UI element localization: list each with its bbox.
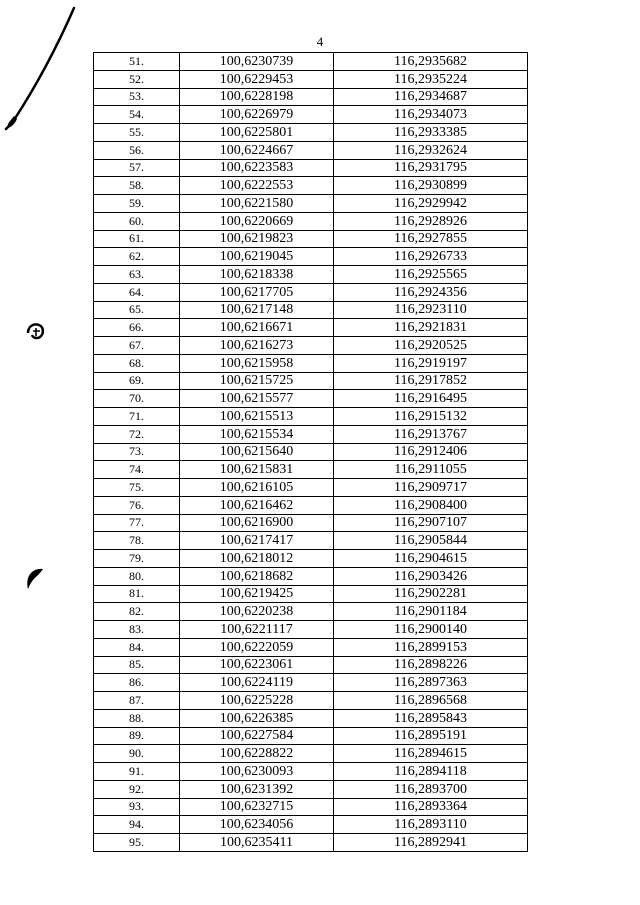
y-coordinate-cell: 116,2893364	[334, 798, 528, 816]
row-index-cell: 84.	[94, 638, 180, 656]
y-coordinate-cell: 116,2934073	[334, 106, 528, 124]
row-index-cell: 73.	[94, 443, 180, 461]
coordinates-table-body	[94, 53, 528, 852]
x-coordinate-cell: 100,6228822	[180, 745, 334, 763]
x-coordinate-cell: 100,6215958	[180, 354, 334, 372]
table-row	[94, 301, 528, 319]
y-coordinate-cell: 116,2917852	[334, 372, 528, 390]
y-coordinate-cell: 116,2893700	[334, 780, 528, 798]
table-row	[94, 567, 528, 585]
y-coordinate-cell: 116,2904615	[334, 550, 528, 568]
y-coordinate-cell: 116,2916495	[334, 390, 528, 408]
table-row	[94, 354, 528, 372]
x-coordinate-cell: 100,6222059	[180, 638, 334, 656]
y-coordinate-cell: 116,2892941	[334, 834, 528, 852]
x-coordinate-cell: 100,6235411	[180, 834, 334, 852]
table-row	[94, 177, 528, 195]
y-coordinate-cell: 116,2932624	[334, 141, 528, 159]
row-index-cell: 59.	[94, 195, 180, 213]
row-index-cell: 94.	[94, 816, 180, 834]
row-index-cell: 79.	[94, 550, 180, 568]
table-row	[94, 709, 528, 727]
row-index-cell: 51.	[94, 53, 180, 71]
x-coordinate-cell: 100,6218012	[180, 550, 334, 568]
table-row	[94, 798, 528, 816]
y-coordinate-cell: 116,2895843	[334, 709, 528, 727]
y-coordinate-cell: 116,2909717	[334, 479, 528, 497]
row-index-cell: 66.	[94, 319, 180, 337]
table-row	[94, 230, 528, 248]
x-coordinate-cell: 100,6222553	[180, 177, 334, 195]
row-index-cell: 92.	[94, 780, 180, 798]
y-coordinate-cell: 116,2913767	[334, 425, 528, 443]
y-coordinate-cell: 116,2895191	[334, 727, 528, 745]
row-index-cell: 63.	[94, 266, 180, 284]
table-row	[94, 674, 528, 692]
row-index-cell: 64.	[94, 283, 180, 301]
table-row	[94, 550, 528, 568]
x-coordinate-cell: 100,6219823	[180, 230, 334, 248]
x-coordinate-cell: 100,6226385	[180, 709, 334, 727]
row-index-cell: 78.	[94, 532, 180, 550]
row-index-cell: 89.	[94, 727, 180, 745]
y-coordinate-cell: 116,2935682	[334, 53, 528, 71]
row-index-cell: 75.	[94, 479, 180, 497]
table-row	[94, 248, 528, 266]
table-row	[94, 780, 528, 798]
x-coordinate-cell: 100,6218338	[180, 266, 334, 284]
table-row	[94, 53, 528, 71]
table-row	[94, 319, 528, 337]
x-coordinate-cell: 100,6220238	[180, 603, 334, 621]
pen-stroke-tip-icon	[7, 116, 17, 128]
y-coordinate-cell: 116,2920525	[334, 337, 528, 355]
y-coordinate-cell: 116,2925565	[334, 266, 528, 284]
x-coordinate-cell: 100,6218682	[180, 567, 334, 585]
x-coordinate-cell: 100,6221580	[180, 195, 334, 213]
table-row	[94, 195, 528, 213]
y-coordinate-cell: 116,2930899	[334, 177, 528, 195]
y-coordinate-cell: 116,2915132	[334, 408, 528, 426]
x-coordinate-cell: 100,6215534	[180, 425, 334, 443]
x-coordinate-cell: 100,6225801	[180, 124, 334, 142]
x-coordinate-cell: 100,6215831	[180, 461, 334, 479]
x-coordinate-cell: 100,6220669	[180, 212, 334, 230]
x-coordinate-cell: 100,6215577	[180, 390, 334, 408]
table-row	[94, 514, 528, 532]
y-coordinate-cell: 116,2894118	[334, 763, 528, 781]
row-index-cell: 57.	[94, 159, 180, 177]
coordinates-table	[93, 52, 528, 852]
row-index-cell: 53.	[94, 88, 180, 106]
y-coordinate-cell: 116,2897363	[334, 674, 528, 692]
x-coordinate-cell: 100,6215513	[180, 408, 334, 426]
x-coordinate-cell: 100,6221117	[180, 621, 334, 639]
row-index-cell: 82.	[94, 603, 180, 621]
table-row	[94, 372, 528, 390]
x-coordinate-cell: 100,6215725	[180, 372, 334, 390]
x-coordinate-cell: 100,6229453	[180, 70, 334, 88]
y-coordinate-cell: 116,2926733	[334, 248, 528, 266]
row-index-cell: 85.	[94, 656, 180, 674]
table-row	[94, 390, 528, 408]
y-coordinate-cell: 116,2898226	[334, 656, 528, 674]
table-row	[94, 816, 528, 834]
table-row	[94, 692, 528, 710]
y-coordinate-cell: 116,2902281	[334, 585, 528, 603]
row-index-cell: 88.	[94, 709, 180, 727]
y-coordinate-cell: 116,2900140	[334, 621, 528, 639]
x-coordinate-cell: 100,6226979	[180, 106, 334, 124]
x-coordinate-cell: 100,6216273	[180, 337, 334, 355]
table-row	[94, 425, 528, 443]
table-row	[94, 479, 528, 497]
row-index-cell: 76.	[94, 496, 180, 514]
row-index-cell: 87.	[94, 692, 180, 710]
table-row	[94, 763, 528, 781]
y-coordinate-cell: 116,2894615	[334, 745, 528, 763]
x-coordinate-cell: 100,6216462	[180, 496, 334, 514]
y-coordinate-cell: 116,2928926	[334, 212, 528, 230]
y-coordinate-cell: 116,2905844	[334, 532, 528, 550]
row-index-cell: 95.	[94, 834, 180, 852]
table-row	[94, 124, 528, 142]
row-index-cell: 58.	[94, 177, 180, 195]
table-row	[94, 159, 528, 177]
x-coordinate-cell: 100,6217417	[180, 532, 334, 550]
y-coordinate-cell: 116,2901184	[334, 603, 528, 621]
table-row	[94, 141, 528, 159]
x-coordinate-cell: 100,6230093	[180, 763, 334, 781]
table-row	[94, 408, 528, 426]
x-coordinate-cell: 100,6216671	[180, 319, 334, 337]
row-index-cell: 83.	[94, 621, 180, 639]
x-coordinate-cell: 100,6230739	[180, 53, 334, 71]
table-row	[94, 461, 528, 479]
row-index-cell: 60.	[94, 212, 180, 230]
x-coordinate-cell: 100,6228198	[180, 88, 334, 106]
table-row	[94, 106, 528, 124]
x-coordinate-cell: 100,6225228	[180, 692, 334, 710]
stamp-mark-icon	[28, 324, 43, 338]
row-index-cell: 68.	[94, 354, 180, 372]
table-row	[94, 603, 528, 621]
row-index-cell: 69.	[94, 372, 180, 390]
x-coordinate-cell: 100,6216900	[180, 514, 334, 532]
pen-stroke-icon	[6, 8, 74, 129]
row-index-cell: 72.	[94, 425, 180, 443]
row-index-cell: 52.	[94, 70, 180, 88]
table-row	[94, 496, 528, 514]
row-index-cell: 77.	[94, 514, 180, 532]
y-coordinate-cell: 116,2907107	[334, 514, 528, 532]
x-coordinate-cell: 100,6224667	[180, 141, 334, 159]
x-coordinate-cell: 100,6219425	[180, 585, 334, 603]
x-coordinate-cell: 100,6232715	[180, 798, 334, 816]
table-row	[94, 656, 528, 674]
hook-mark-icon	[27, 569, 43, 589]
row-index-cell: 65.	[94, 301, 180, 319]
row-index-cell: 91.	[94, 763, 180, 781]
y-coordinate-cell: 116,2908400	[334, 496, 528, 514]
y-coordinate-cell: 116,2893110	[334, 816, 528, 834]
table-row	[94, 727, 528, 745]
y-coordinate-cell: 116,2912406	[334, 443, 528, 461]
table-row	[94, 585, 528, 603]
x-coordinate-cell: 100,6216105	[180, 479, 334, 497]
y-coordinate-cell: 116,2919197	[334, 354, 528, 372]
row-index-cell: 62.	[94, 248, 180, 266]
x-coordinate-cell: 100,6219045	[180, 248, 334, 266]
row-index-cell: 61.	[94, 230, 180, 248]
y-coordinate-cell: 116,2896568	[334, 692, 528, 710]
y-coordinate-cell: 116,2921831	[334, 319, 528, 337]
y-coordinate-cell: 116,2911055	[334, 461, 528, 479]
table-row	[94, 638, 528, 656]
y-coordinate-cell: 116,2929942	[334, 195, 528, 213]
x-coordinate-cell: 100,6217705	[180, 283, 334, 301]
table-row	[94, 212, 528, 230]
page-number: 4	[316, 34, 324, 49]
row-index-cell: 67.	[94, 337, 180, 355]
y-coordinate-cell: 116,2934687	[334, 88, 528, 106]
x-coordinate-cell: 100,6223061	[180, 656, 334, 674]
x-coordinate-cell: 100,6231392	[180, 780, 334, 798]
row-index-cell: 54.	[94, 106, 180, 124]
row-index-cell: 81.	[94, 585, 180, 603]
x-coordinate-cell: 100,6234056	[180, 816, 334, 834]
row-index-cell: 80.	[94, 567, 180, 585]
row-index-cell: 70.	[94, 390, 180, 408]
y-coordinate-cell: 116,2927855	[334, 230, 528, 248]
table-row	[94, 337, 528, 355]
table-row	[94, 745, 528, 763]
table-row	[94, 532, 528, 550]
row-index-cell: 74.	[94, 461, 180, 479]
table-row	[94, 443, 528, 461]
table-row	[94, 621, 528, 639]
x-coordinate-cell: 100,6217148	[180, 301, 334, 319]
row-index-cell: 55.	[94, 124, 180, 142]
table-row	[94, 834, 528, 852]
x-coordinate-cell: 100,6223583	[180, 159, 334, 177]
table-row	[94, 88, 528, 106]
row-index-cell: 71.	[94, 408, 180, 426]
table-row	[94, 283, 528, 301]
y-coordinate-cell: 116,2931795	[334, 159, 528, 177]
x-coordinate-cell: 100,6215640	[180, 443, 334, 461]
x-coordinate-cell: 100,6227584	[180, 727, 334, 745]
y-coordinate-cell: 116,2924356	[334, 283, 528, 301]
y-coordinate-cell: 116,2923110	[334, 301, 528, 319]
row-index-cell: 86.	[94, 674, 180, 692]
row-index-cell: 93.	[94, 798, 180, 816]
table-row	[94, 70, 528, 88]
row-index-cell: 90.	[94, 745, 180, 763]
y-coordinate-cell: 116,2935224	[334, 70, 528, 88]
y-coordinate-cell: 116,2899153	[334, 638, 528, 656]
table-row	[94, 266, 528, 284]
y-coordinate-cell: 116,2933385	[334, 124, 528, 142]
row-index-cell: 56.	[94, 141, 180, 159]
x-coordinate-cell: 100,6224119	[180, 674, 334, 692]
y-coordinate-cell: 116,2903426	[334, 567, 528, 585]
